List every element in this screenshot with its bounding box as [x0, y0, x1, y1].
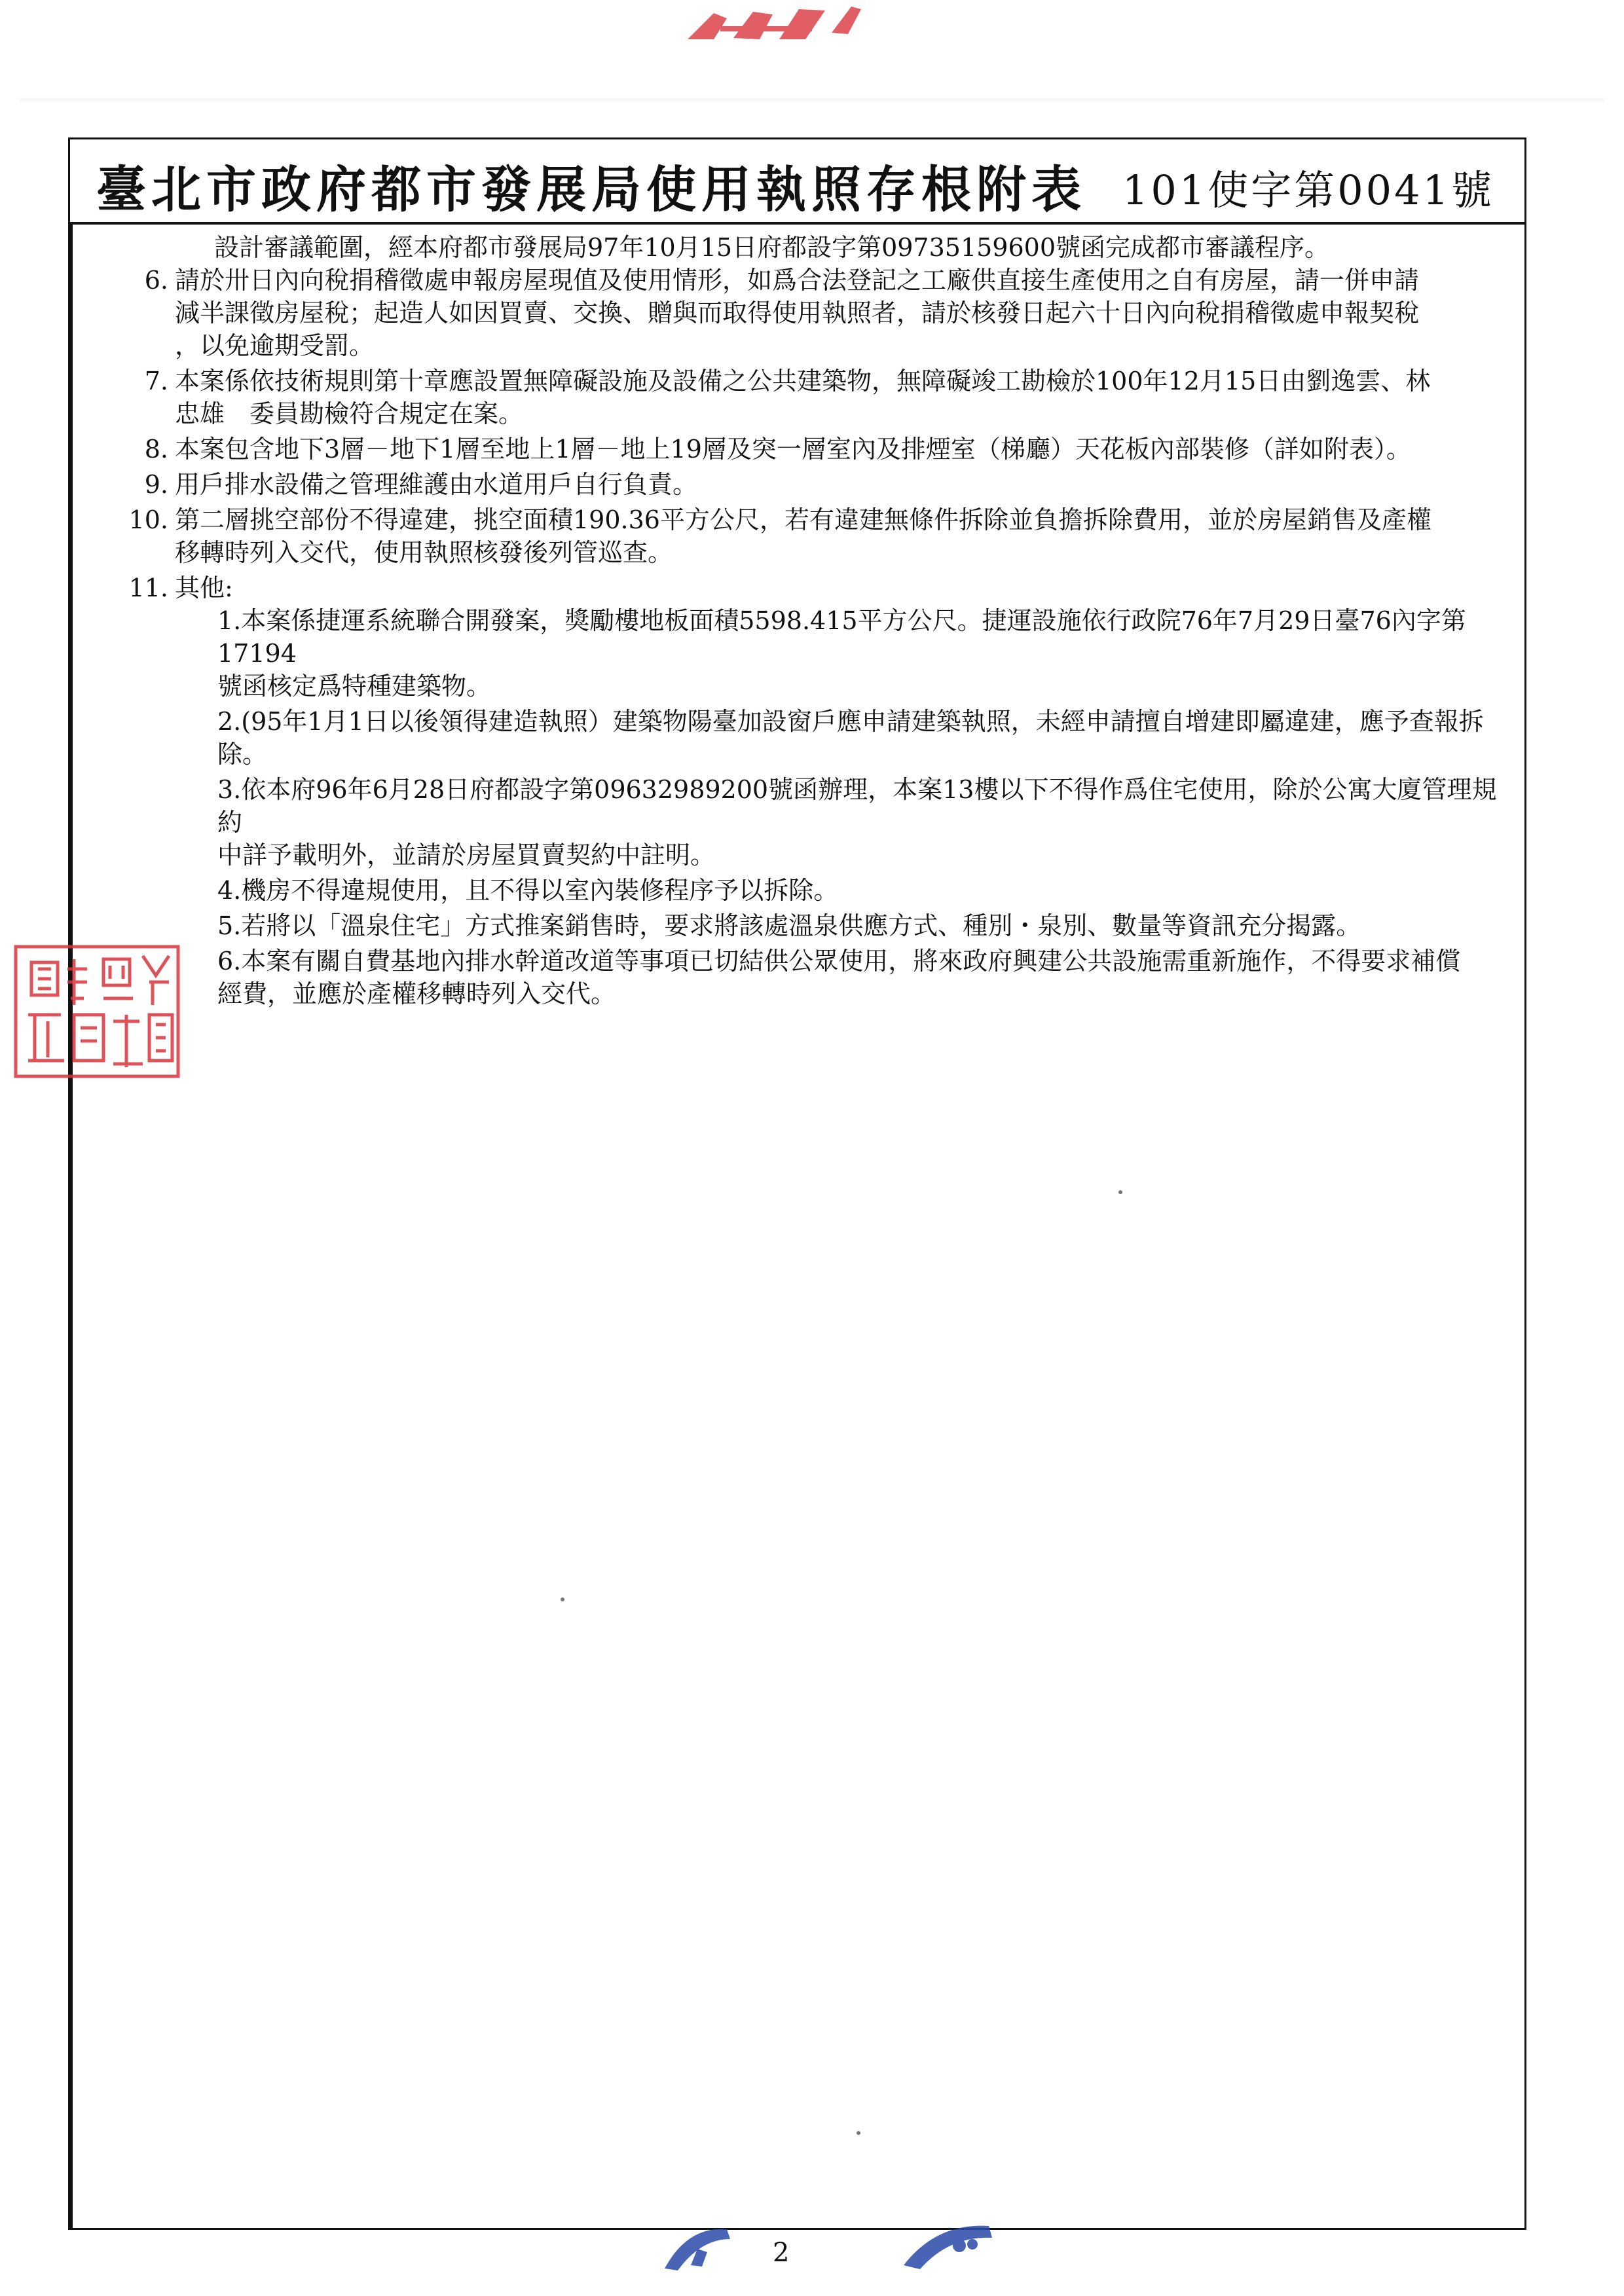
official-red-stamp: [12, 943, 182, 1080]
item-7: 7. 本案係依技術規則第十章應設置無障礙設施及設備之公共建築物，無障礙竣工勘檢於100年12月15日由劉逸雲、林 忠雄 委員勘檢符合規定在案。: [90, 365, 1504, 430]
item-number: 7.: [144, 367, 168, 395]
sub-item-5: 5.若將以「溫泉住宅」方式推案銷售時，要求將該處溫泉供應方式、種別・泉別、數量等資訊充分揭露。: [217, 911, 1361, 940]
sub-item-3: 3.依本府96年6月28日府都設字第09632989200號函辦理，本案13樓以下不得作爲住宅使用，除於公寓大廈管理規約 中詳予載明外，並請於房屋買賣契約中註明。: [217, 775, 1497, 869]
top-page-fold: [20, 98, 1604, 103]
item-number: 8.: [144, 435, 168, 464]
item-8: 8. 本案包含地下3層－地下1層至地上1層－地上19層及突一層室內及排煙室（梯廳）天花板內部裝修（詳如附表）。: [90, 433, 1504, 465]
item-number: 9.: [144, 470, 168, 499]
item-number: 11.: [128, 574, 168, 602]
intro-line: 設計審議範圍，經本府都市發展局97年10月15日府都設字第09735159600號函完成都市審議程序。: [214, 233, 1330, 262]
scan-speck: [561, 1597, 564, 1601]
item-number: 6.: [144, 266, 168, 295]
item-9: 9. 用戶排水設備之管理維護由水道用戶自行負責。: [90, 468, 1504, 501]
sub-item-4: 4.機房不得違規使用，且不得以室內裝修程序予以拆除。: [217, 876, 839, 905]
page-number: 2: [773, 2238, 790, 2268]
sub-item-1: 1.本案係捷運系統聯合開發案，獎勵樓地板面積5598.415平方公尺。捷運設施依行政院76年7月29日臺76內字第17194 號函核定爲特種建築物。: [217, 606, 1466, 701]
bottom-blue-seal-left: [661, 2219, 733, 2272]
scan-speck: [1118, 1190, 1122, 1194]
top-red-stamp: [674, 0, 871, 46]
sub-item-2: 2.(95年1月1日以後領得建造執照）建築物陽臺加設窗戶應申請建築執照，未經申請擅自增建即屬違建，應予查報拆 除。: [217, 707, 1484, 769]
item-11: 11. 其他:: [90, 572, 1504, 604]
document-body: [90, 231, 1504, 1010]
title-row: [70, 139, 1524, 225]
scan-speck: [857, 2131, 860, 2135]
item-6: 6. 請於卅日內向稅捐稽徵處申報房屋現值及使用情形，如爲合法登記之工廠供直接生產使用之自有房屋，請一併申請 減半課徵房屋稅；起造人如因買賣、交換、贈與而取得使用執照者，請於核發日起六十日內向稅捐稽徵處申報契稅 ，以免逾期受罰。: [90, 264, 1504, 362]
bottom-blue-seal-right: [897, 2219, 995, 2272]
item-10: 10. 第二層挑空部份不得違建，挑空面積190.36平方公尺，若有違建無條件拆除並負擔拆除費用，並於房屋銷售及產權 移轉時列入交代，使用執照核發後列管巡查。: [90, 503, 1504, 569]
sub-item-6: 6.本案有關自費基地內排水幹道改道等事項已切結供公眾使用，將來政府興建公共設施需重新施作，不得要求補償 經費，並應於產權移轉時列入交代。: [217, 947, 1461, 1008]
permit-number: 101使字第0041號: [1122, 166, 1494, 214]
document-frame: [68, 137, 1526, 2230]
left-rule: [70, 225, 73, 2229]
document-title: 臺北市政府都市發展局使用執照存根附表: [96, 160, 1086, 219]
item-number: 10.: [128, 505, 168, 534]
